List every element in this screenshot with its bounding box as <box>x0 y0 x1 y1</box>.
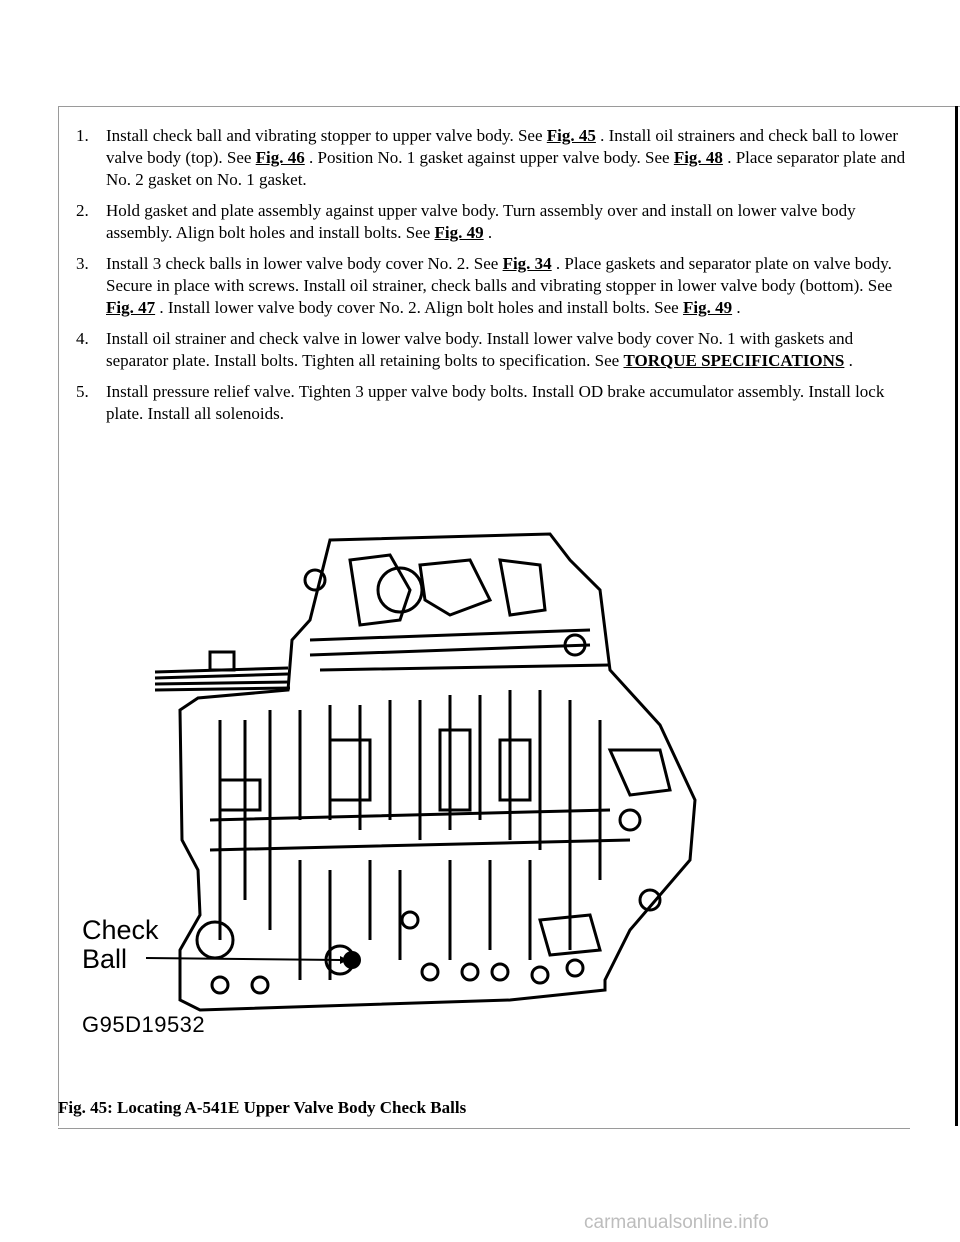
step-item <box>58 125 918 191</box>
step-text: . <box>844 351 853 370</box>
step-item <box>58 328 918 372</box>
watermark: carmanualsonline.info <box>584 1212 769 1233</box>
figure-reference-link[interactable]: Fig. 34 <box>502 254 552 273</box>
instruction-steps <box>58 125 918 434</box>
step-text: . Install oil strainers and check ball to lower valve body (top). See <box>106 126 899 167</box>
step-text: . Place separator plate and No. 2 gasket on No. 1 gasket. <box>106 148 906 189</box>
right-border <box>955 106 958 1126</box>
figure-reference-link[interactable]: Fig. 49 <box>434 223 484 242</box>
step-number: 4. <box>76 329 89 348</box>
step-item <box>58 253 918 319</box>
top-rule <box>58 106 960 107</box>
step-text: . <box>483 223 493 242</box>
step-number: 1. <box>76 126 89 145</box>
figure-reference-link[interactable]: TORQUE SPECIFICATIONS <box>623 351 845 370</box>
callout-label-check: Check <box>82 915 159 945</box>
figure-caption: Fig. 45: Locating A-541E Upper Valve Body Check Balls <box>58 1098 467 1117</box>
callout-label-ball: Ball <box>82 944 128 974</box>
valve-body-illustration <box>70 520 750 1060</box>
step-text: Install oil strainer and check valve in lower valve body. Install lower valve body cover No. 1 with gaskets and separator plate. Install bolts. Tighten all retaining bolts to specification. See <box>106 329 854 370</box>
step-text: . Place gaskets and separator plate on valve body. Secure in place with screws. Install oil strainer, check balls and vibrating stopper in lower valve body (bottom). See <box>106 254 893 295</box>
step-number: 3. <box>76 254 89 273</box>
step-text: Install pressure relief valve. Tighten 3 upper valve body bolts. Install OD brake accumulator assembly. Install lock plate. Install all solenoids. <box>106 382 885 423</box>
figure-reference-link[interactable]: Fig. 49 <box>682 298 733 317</box>
step-text: Install check ball and vibrating stopper to upper valve body. See <box>106 126 547 145</box>
figure-reference-link[interactable]: Fig. 46 <box>255 148 305 167</box>
step-item <box>58 381 918 425</box>
step-number: 2. <box>76 201 89 220</box>
figure-reference-link[interactable]: Fig. 45 <box>546 126 596 145</box>
step-text: . <box>732 298 741 317</box>
step-text: Hold gasket and plate assembly against upper valve body. Turn assembly over and install on lower valve body assembly. Align bolt holes and install bolts. See <box>106 201 856 242</box>
bottom-rule <box>58 1128 910 1129</box>
step-text: . Install lower valve body cover No. 2. Align bolt holes and install bolts. See <box>155 298 683 317</box>
figure-code: G95D19532 <box>82 1012 206 1037</box>
step-number: 5. <box>76 382 89 401</box>
figure-reference-link[interactable]: Fig. 48 <box>673 148 723 167</box>
step-item <box>58 200 918 244</box>
step-text: Install 3 check balls in lower valve body cover No. 2. See <box>106 254 503 273</box>
step-text: . Position No. 1 gasket against upper valve body. See <box>304 148 674 167</box>
figure-reference-link[interactable]: Fig. 47 <box>106 298 156 317</box>
